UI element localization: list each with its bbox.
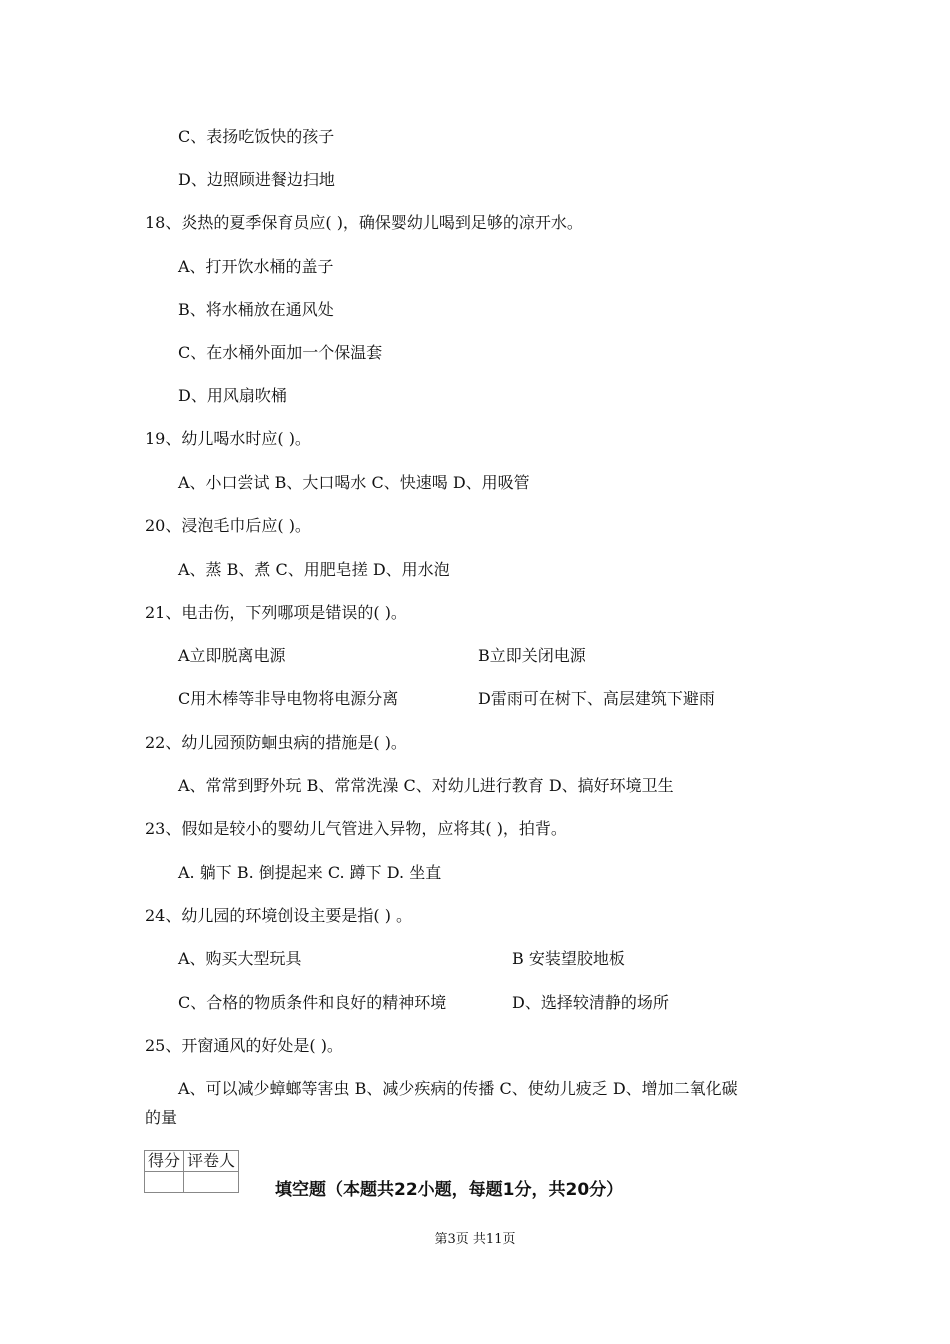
q25-stem: 25、开窗通风的好处是( )。	[145, 1036, 343, 1055]
q22-options: A、常常到野外玩 B、常常洗澡 C、对幼儿进行教育 D、搞好环境卫生	[178, 776, 674, 795]
q25-options-line1: A、可以减少蟑螂等害虫 B、减少疾病的传播 C、使幼儿疲乏 D、增加二氧化碳	[178, 1079, 738, 1098]
q18-option-b: B、将水桶放在通风处	[178, 300, 334, 319]
q20-options: A、蒸 B、煮 C、用肥皂搓 D、用水泡	[178, 560, 450, 579]
q21-option-b: B立即关闭电源	[478, 646, 586, 665]
q22-stem: 22、幼儿园预防蛔虫病的措施是( )。	[145, 733, 407, 752]
score-cell	[145, 1172, 184, 1193]
q21-option-d: D雷雨可在树下、高层建筑下避雨	[478, 689, 715, 708]
grader-label: 评卷人	[184, 1151, 239, 1172]
q24-stem: 24、幼儿园的环境创设主要是指( ) 。	[145, 906, 413, 925]
q23-options: A. 躺下 B. 倒提起来 C. 蹲下 D. 坐直	[178, 863, 442, 882]
q18-option-d: D、用风扇吹桶	[178, 386, 287, 405]
q24-option-c: C、合格的物质条件和良好的精神环境	[178, 993, 447, 1012]
q17-option-d: D、边照顾进餐边扫地	[178, 170, 335, 189]
q25-options-line2: 的量	[145, 1108, 178, 1127]
score-label: 得分	[145, 1151, 184, 1172]
q17-option-c: C、表扬吃饭快的孩子	[178, 127, 335, 146]
q20-stem: 20、浸泡毛巾后应( )。	[145, 516, 311, 535]
q24-option-b: B 安装望胶地板	[512, 949, 625, 968]
q21-option-a: A立即脱离电源	[178, 646, 286, 665]
q21-stem: 21、电击伤，下列哪项是错误的( )。	[145, 603, 407, 622]
grader-cell	[184, 1172, 239, 1193]
q24-option-d: D、选择较清静的场所	[512, 993, 669, 1012]
section-title: 填空题（本题共22小题，每题1分，共20分）	[275, 1180, 624, 1200]
q19-options: A、小口尝试 B、大口喝水 C、快速喝 D、用吸管	[178, 473, 530, 492]
q23-stem: 23、假如是较小的婴幼儿气管进入异物，应将其( )，拍背。	[145, 819, 567, 838]
q18-option-a: A、打开饮水桶的盖子	[178, 257, 334, 276]
q18-option-c: C、在水桶外面加一个保温套	[178, 343, 383, 362]
page-footer: 第3页 共11页	[434, 1232, 516, 1247]
q24-option-a: A、购买大型玩具	[178, 949, 302, 968]
q21-option-c: C用木棒等非导电物将电源分离	[178, 689, 399, 708]
q19-stem: 19、幼儿喝水时应( )。	[145, 429, 311, 448]
q18-stem: 18、炎热的夏季保育员应( )，确保婴幼儿喝到足够的凉开水。	[145, 213, 583, 232]
score-table	[144, 1150, 239, 1193]
